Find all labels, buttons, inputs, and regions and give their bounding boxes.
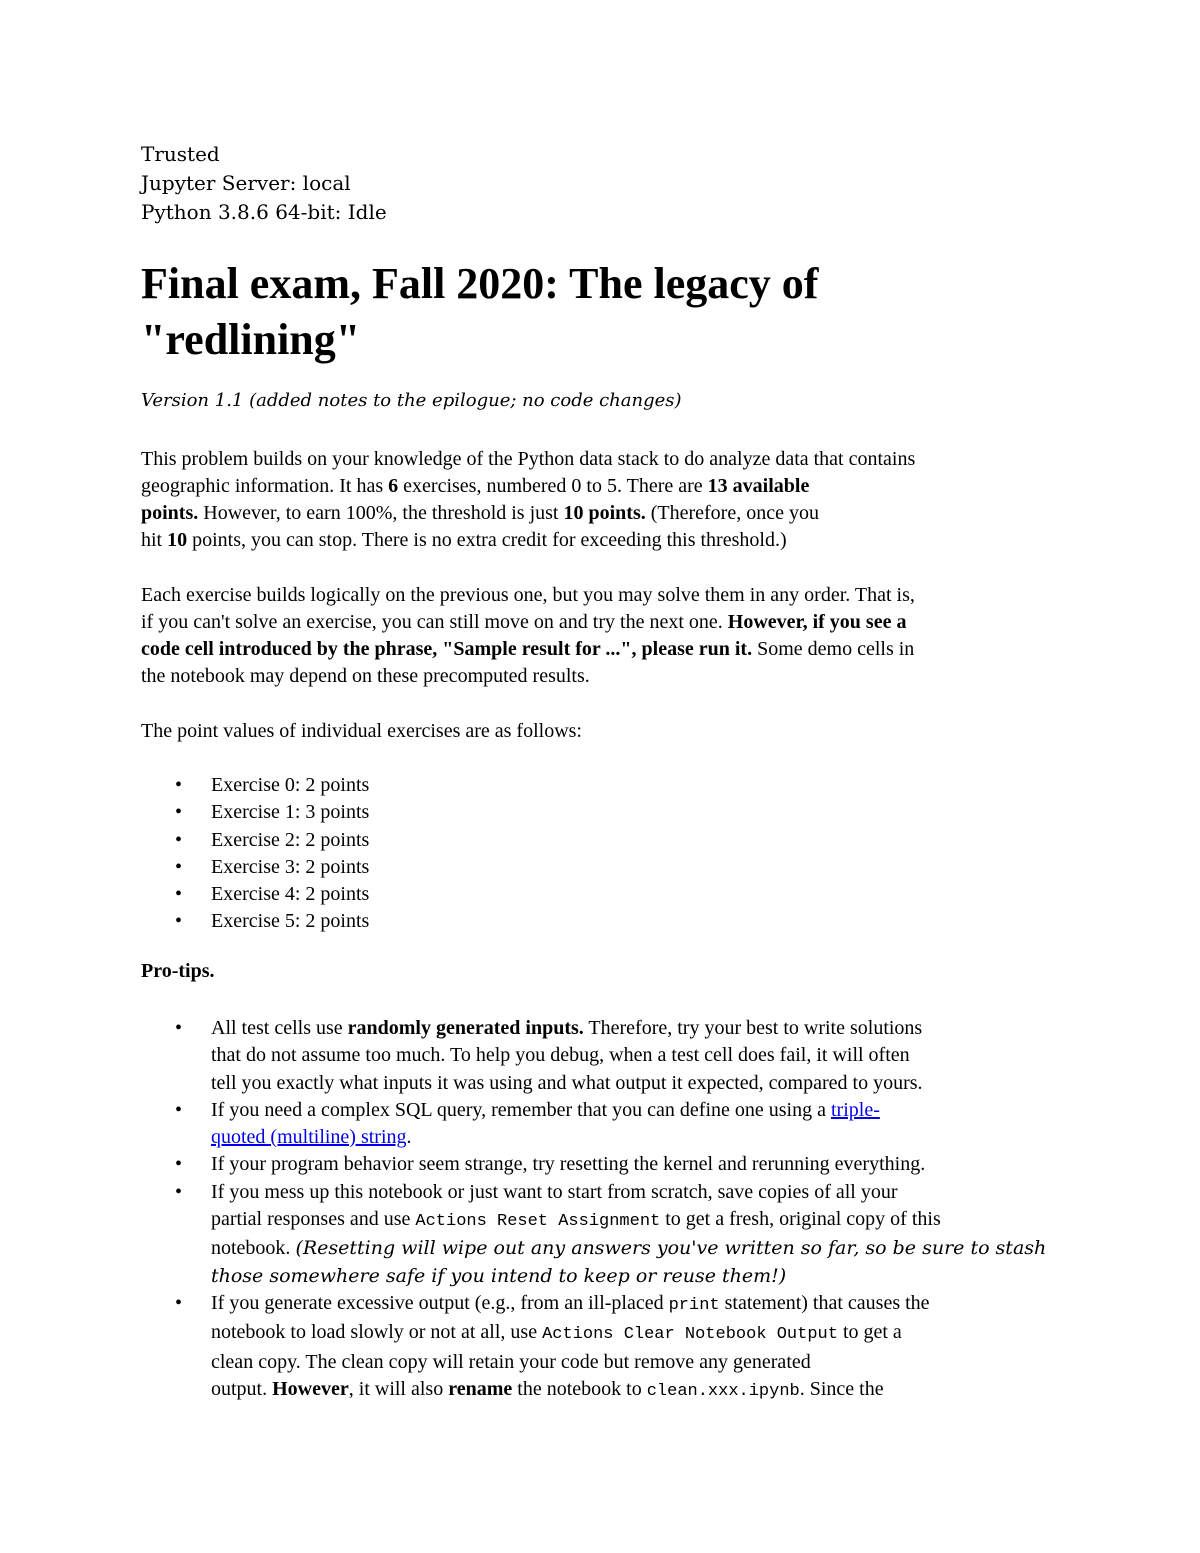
list-item: • Exercise 2: 2 points <box>141 827 369 854</box>
list-item: • All test cells use randomly generated inputs. Therefore, try your best to write solutions that do not assume too much. To help you debug, when a test cell does fail, it will often tell you exactly what inputs it was using and what output it expected, compared to yours. <box>141 1015 1046 1097</box>
points-intro: The point values of individual exercises are as follows: <box>141 720 582 742</box>
list-item: • If you mess up this notebook or just want to start from scratch, save copies of all your partial responses and use Actions Reset Assignment to get a fresh, original copy of this notebook. (Resetting will wipe out any answers you've written so far, so be sure to stash those somewhere safe if you intend to keep or reuse them!) <box>141 1179 1046 1290</box>
order-paragraph: Each exercise builds logically on the previous one, but you may solve them in any order. That is, if you can't solve an exercise, you can still move on and try the next one. However, if you see a code cell introduced by the phrase, "Sample result for ...", please run it. Some demo cells in the notebook may depend on these precomputed results. <box>141 584 915 687</box>
protips-list <box>141 1015 1046 1405</box>
triple-quoted-string-link[interactable]: triple- <box>830 1098 880 1121</box>
menu-path-code: Actions Reset Assignment <box>415 1212 661 1232</box>
version-note: Version 1.1 (added notes to the epilogue; no code changes) <box>141 390 682 411</box>
exercise-list <box>141 772 369 936</box>
list-item: • Exercise 3: 2 points <box>141 854 369 881</box>
list-item: • Exercise 5: 2 points <box>141 908 369 935</box>
list-item: • If you need a complex SQL query, remember that you can define one using a triple- quoted (multiline) string. <box>141 1097 1046 1152</box>
list-item: • If you generate excessive output (e.g., from an ill-placed print statement) that causes the notebook to load slowly or not at all, use Actions Clear Notebook Output to get a clean copy. The clean copy will retain your code but remove any generated output. However, it will also rename the notebook to clean.xxx.ipynb. Since the <box>141 1290 1046 1405</box>
kernel-status: Python 3.8.6 64-bit: Idle <box>141 200 387 224</box>
menu-path-code: Actions Clear Notebook Output <box>542 1325 838 1345</box>
protips-heading: Pro-tips. <box>141 960 215 982</box>
list-item: • Exercise 4: 2 points <box>141 881 369 908</box>
intro-paragraph: This problem builds on your knowledge of the Python data stack to do analyze data that contains geographic information. It has 6 exercises, numbered 0 to 5. There are 13 available points. However, to earn 100%, the threshold is just 10 points. (Therefore, once you hit 10 points, you can stop. There is no extra credit for exceeding this threshold.) <box>141 448 916 551</box>
list-item: • If your program behavior seem strange, try resetting the kernel and rerunning everything. <box>141 1151 1046 1178</box>
list-item: • Exercise 1: 3 points <box>141 799 369 826</box>
trusted-status: Trusted <box>141 142 220 166</box>
page-title: Final exam, Fall 2020: The legacy of "redlining" <box>141 259 819 364</box>
list-item: • Exercise 0: 2 points <box>141 772 369 799</box>
inline-code: print <box>668 1295 720 1315</box>
notebook-status <box>141 140 387 227</box>
server-status: Jupyter Server: local <box>141 171 351 195</box>
inline-code: clean.xxx.ipynb <box>646 1381 800 1401</box>
triple-quoted-string-link[interactable]: quoted (multiline) string <box>211 1126 407 1149</box>
